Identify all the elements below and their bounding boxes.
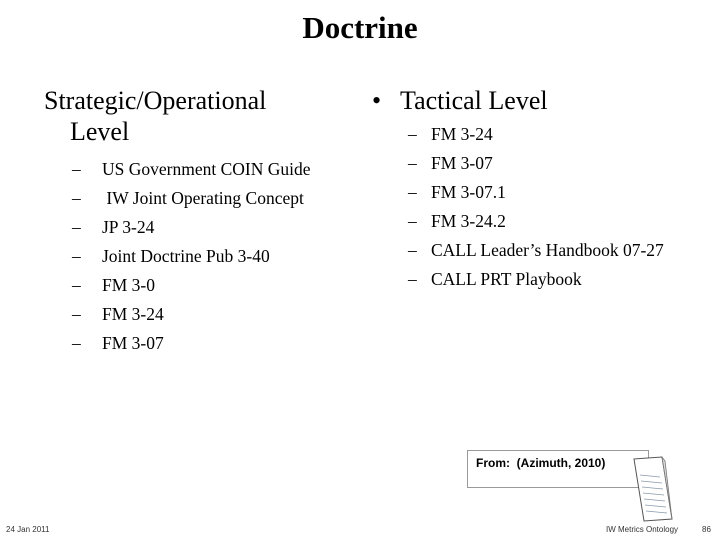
- list-item: [72, 329, 362, 358]
- list-item-text: FM 3-07: [431, 153, 493, 173]
- source-citation-box: [467, 450, 649, 488]
- tactical-level-heading: [372, 85, 702, 116]
- list-item-text: FM 3-24: [102, 304, 164, 324]
- list-item: [408, 236, 683, 265]
- list-item-text: IW Joint Operating Concept: [102, 188, 304, 208]
- list-item-text: FM 3-0: [102, 275, 155, 295]
- list-item: [72, 184, 362, 213]
- list-item-text: CALL PRT Playbook: [431, 269, 582, 289]
- strategic-operational-heading: [44, 85, 344, 147]
- dash-bullet: –: [408, 153, 417, 173]
- bullet-icon: •: [372, 86, 382, 115]
- footer-date: 24 Jan 2011: [6, 525, 50, 534]
- list-item-text: FM 3-24.2: [431, 211, 506, 231]
- dash-bullet: –: [72, 246, 81, 266]
- list-item: [408, 178, 698, 207]
- list-item: [408, 265, 698, 294]
- list-item: [408, 149, 698, 178]
- list-item-text: FM 3-07: [102, 333, 164, 353]
- dash-bullet: –: [72, 159, 81, 179]
- page-title: Doctrine: [302, 10, 418, 45]
- source-citation: (Azimuth, 2010): [516, 456, 606, 470]
- list-item: [72, 155, 362, 184]
- page-number: 86: [702, 525, 711, 534]
- tactical-heading-text: Tactical Level: [400, 86, 548, 115]
- list-item-text: CALL Leader’s Handbook 07-27: [431, 240, 664, 260]
- dash-bullet: –: [408, 240, 417, 260]
- dash-bullet: –: [408, 269, 417, 289]
- list-item: [72, 271, 362, 300]
- list-item-text: FM 3-07.1: [431, 182, 506, 202]
- tactical-doctrine-list: [408, 120, 698, 294]
- list-item-text: JP 3-24: [102, 217, 155, 237]
- dash-bullet: –: [72, 275, 81, 295]
- dash-bullet: –: [408, 182, 417, 202]
- source-label: From:: [476, 456, 510, 470]
- dash-bullet: –: [408, 124, 417, 144]
- dash-bullet: –: [72, 304, 81, 324]
- list-item: [408, 207, 698, 236]
- list-item: [72, 300, 362, 329]
- list-item-text: US Government COIN Guide: [102, 159, 311, 179]
- strategic-doctrine-list: [72, 155, 362, 358]
- dash-bullet: –: [72, 217, 81, 237]
- dash-bullet: –: [408, 211, 417, 231]
- document-icon: [632, 455, 674, 523]
- dash-bullet: –: [72, 188, 81, 208]
- dash-bullet: –: [72, 333, 81, 353]
- list-item-text: Joint Doctrine Pub 3-40: [102, 246, 270, 266]
- footer-center-text: IW Metrics Ontology: [606, 525, 679, 534]
- list-item: [408, 120, 698, 149]
- left-heading-line2: Level: [70, 117, 130, 146]
- list-item: [72, 213, 362, 242]
- list-item-text: FM 3-24: [431, 124, 493, 144]
- left-heading-line1: Strategic/Operational: [44, 86, 267, 115]
- list-item: [72, 242, 362, 271]
